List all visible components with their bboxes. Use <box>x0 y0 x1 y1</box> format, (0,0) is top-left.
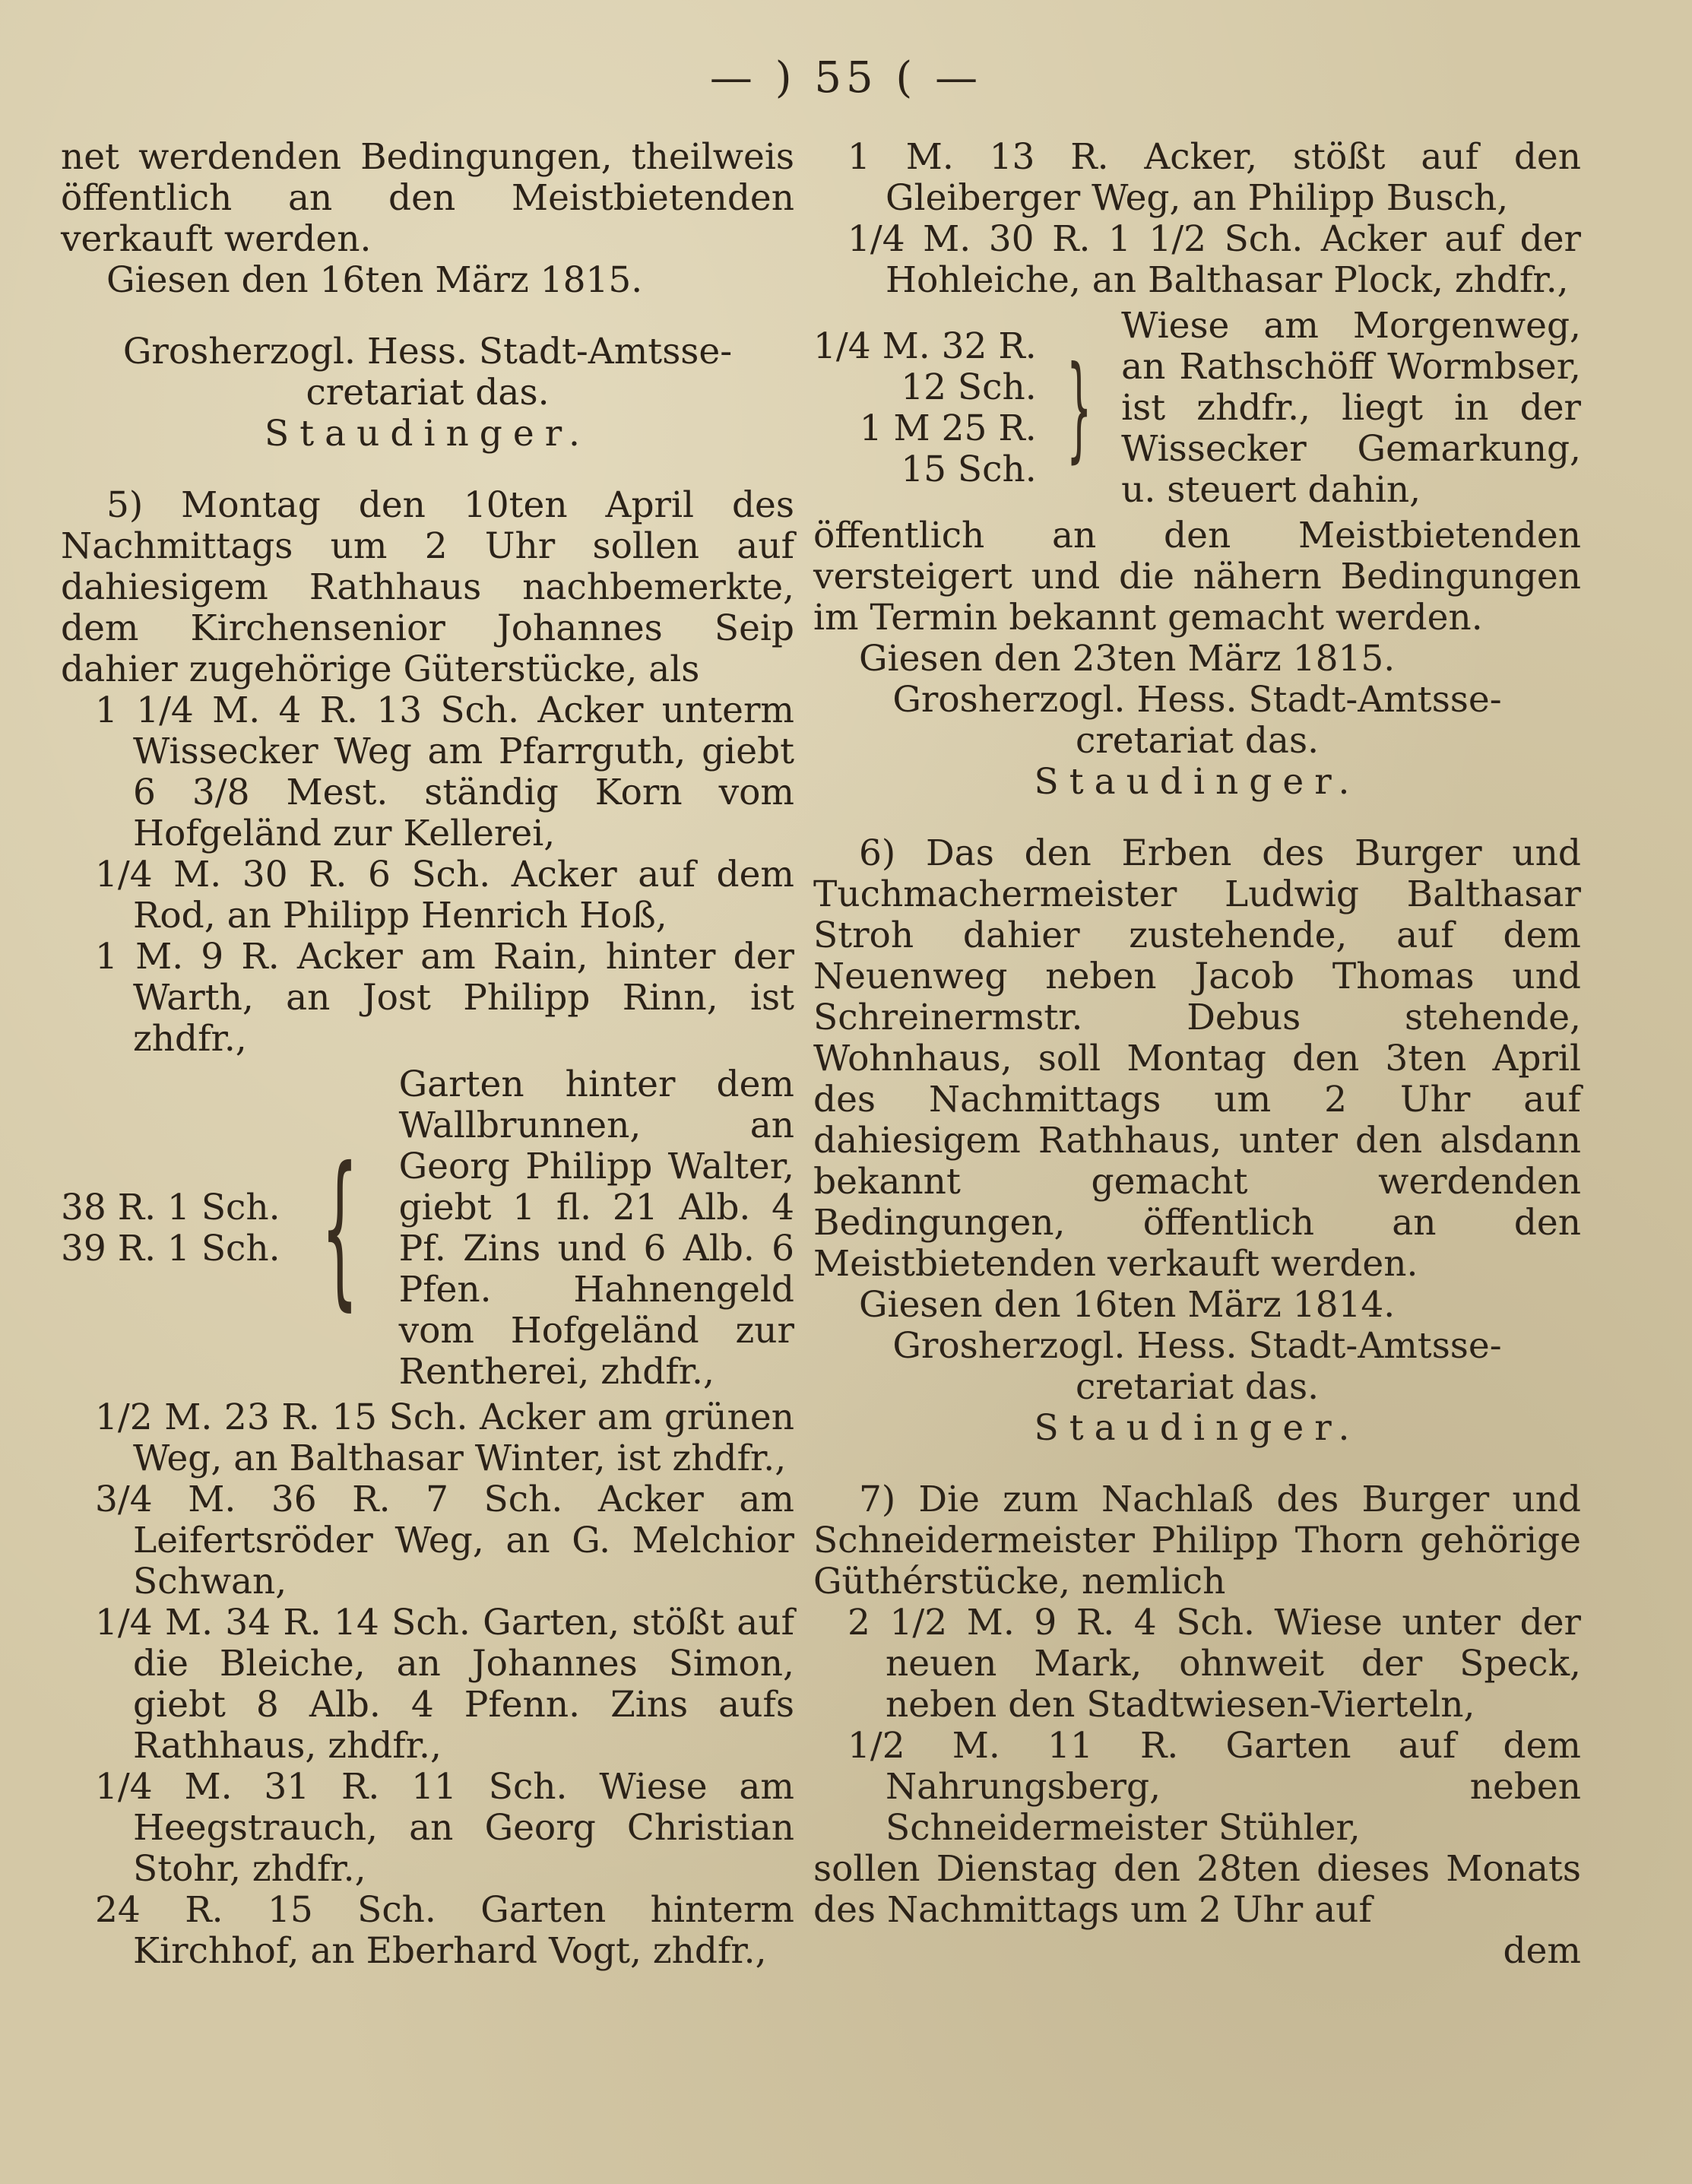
brace-measures <box>61 1187 280 1270</box>
measure: 1 M 25 R. <box>859 407 1037 449</box>
list-item: 1 M. 13 R. Acker, stößt auf den Gleiberger Weg, an Philipp Busch, <box>848 136 1581 219</box>
brace-measures <box>813 326 1037 490</box>
date-line: Giesen den 16ten März 1815. <box>106 259 643 301</box>
signature-office-2: cretariat das. <box>306 372 550 414</box>
brace-group <box>61 1064 794 1393</box>
signature-office: Grosherzogl. Hess. Stadt-Amtsse- <box>892 679 1502 721</box>
signature-office-2: cretariat das. <box>1075 1366 1320 1408</box>
list-item: 1/4 M. 30 R. 6 Sch. Acker auf dem Rod, an Philipp Henrich Hoß, <box>95 854 794 937</box>
page-number: — ) 55 ( — <box>709 53 983 103</box>
notice-6: 6) Das den Erben des Burger und Tuchmachermeister Ludwig Balthasar Stroh dahier zustehende, auf dem Neuenweg neben Jacob Thomas und Schreinermstr. Debus stehende, Wohnhaus, soll Montag den 3ten April des Nachmittags um 2 Uhr auf dahiesigem Rathhaus, unter den alsdann bekannt gemacht werdenden Bedingungen, öffentlich an den Meistbietenden verkauft werden. <box>813 832 1581 1285</box>
brace-icon: { <box>321 1131 359 1326</box>
notice-7: 7) Die zum Nachlaß des Burger und Schneidermeister Philipp Thorn gehörige Güthérstücke, nemlich <box>813 1479 1581 1602</box>
brace-icon: } <box>1066 342 1092 474</box>
signature-office: Grosherzogl. Hess. Stadt-Amtsse- <box>122 331 733 372</box>
signature-name: Staudinger. <box>1034 761 1361 803</box>
list-item: 1/2 M. 11 R. Garten auf dem Nahrungsberg, neben Schneidermeister Stühler, <box>848 1725 1581 1849</box>
list-item: 1/2 M. 23 R. 15 Sch. Acker am grünen Weg, an Balthasar Winter, ist zhdfr., <box>95 1396 794 1479</box>
right-column <box>813 137 1581 1972</box>
signature-office: Grosherzogl. Hess. Stadt-Amtsse- <box>892 1325 1502 1367</box>
measure: 1/4 M. 32 R. <box>813 325 1037 367</box>
list-item: 1 M. 9 R. Acker am Rain, hinter der Warth, an Jost Philipp Rinn, ist zhdfr., <box>95 936 794 1060</box>
list-item: 3/4 M. 36 R. 7 Sch. Acker am Leifertsröder Weg, an G. Melchior Schwan, <box>95 1479 794 1602</box>
list-item: 24 R. 15 Sch. Garten hinterm Kirchhof, an Eberhard Vogt, zhdfr., <box>95 1889 794 1972</box>
list-item: 1 1/4 M. 4 R. 13 Sch. Acker unterm Wissecker Weg am Pfarrguth, giebt 6 3/8 Mest. ständig Korn vom Hofgeländ zur Kellerei, <box>95 689 794 854</box>
closing-text: öffentlich an den Meistbietenden versteigert und die nähern Bedingungen im Termin bekannt gemacht werden. <box>813 515 1581 639</box>
date-line: Giesen den 16ten März 1814. <box>859 1284 1396 1326</box>
brace-description: Garten hinter dem Wallbrunnen, an Georg Philipp Walter, giebt 1 fl. 21 Alb. 4 Pf. Zins und 6 Alb. 6 Pfen. Hahnengeld vom Hofgeländ zur Rentherei, zhdfr., <box>398 1063 794 1393</box>
list-item: 2 1/2 M. 9 R. 4 Sch. Wiese unter der neuen Mark, ohnweit der Speck, neben den Stadtwiesen-Vierteln, <box>848 1602 1581 1726</box>
measure: 15 Sch. <box>901 449 1037 490</box>
left-column <box>61 137 794 1972</box>
signature-office-2: cretariat das. <box>1075 720 1320 762</box>
signature-name: Staudinger. <box>265 413 591 455</box>
brace-group <box>813 306 1581 511</box>
catchword: dem <box>1503 1930 1581 1972</box>
date-line: Giesen den 23ten März 1815. <box>859 638 1396 680</box>
list-item: 1/4 M. 30 R. 1 1/2 Sch. Acker auf der Hohleiche, an Balthasar Plock, zhdfr., <box>848 218 1581 301</box>
measure: 39 R. 1 Sch. <box>61 1228 280 1270</box>
list-item: 1/4 M. 34 R. 14 Sch. Garten, stößt auf die Bleiche, an Johannes Simon, giebt 8 Alb. 4 Pfenn. Zins aufs Rathhaus, zhdfr., <box>95 1602 794 1767</box>
measure: 12 Sch. <box>901 366 1037 408</box>
signature-name: Staudinger. <box>1034 1407 1361 1449</box>
measure: 38 R. 1 Sch. <box>61 1187 280 1228</box>
brace-description: Wiese am Morgenweg, an Rathschöff Wormbser, ist zhdfr., liegt in der Wissecker Gemarkung, u. steuert dahin, <box>1121 305 1581 511</box>
closing-text: sollen Dienstag den 28ten dieses Monats des Nachmittags um 2 Uhr auf <box>813 1848 1581 1931</box>
intro-text: net werdenden Bedingungen, theilweis öffentlich an den Meistbietenden verkauft werden. <box>61 136 794 260</box>
list-item: 1/4 M. 31 R. 11 Sch. Wiese am Heegstrauch, an Georg Christian Stohr, zhdfr., <box>95 1766 794 1890</box>
notice-5: 5) Montag den 10ten April des Nachmittags um 2 Uhr sollen auf dahiesigem Rathhaus nachbemerkte, dem Kirchensenior Johannes Seip dahier zugehörige Güterstücke, als <box>61 484 794 690</box>
